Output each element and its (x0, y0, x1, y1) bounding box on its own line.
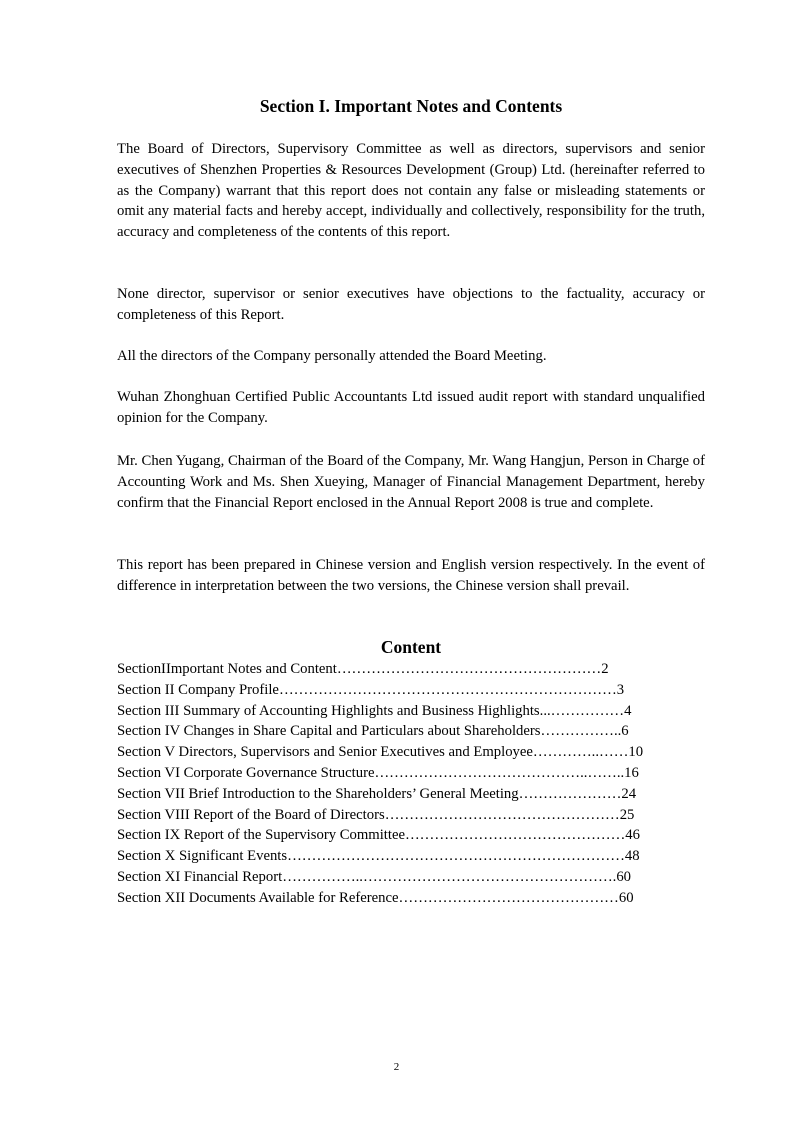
paragraph-audit-report: Wuhan Zhonghuan Certified Public Accountants Ltd issued audit report with standard unqualified opinion for the Company. (117, 389, 705, 426)
toc-item[interactable]: Section IX Report of the Supervisory Committee………………………………………46 (117, 827, 640, 844)
toc-item[interactable]: Section XII Documents Available for Reference………………………………………60 (117, 889, 634, 906)
section-title: Section I. Important Notes and Contents (259, 96, 563, 116)
toc-item[interactable]: SectionIImportant Notes and Content………………………………………………2 (117, 661, 609, 677)
toc-item[interactable]: Section VII Brief Introduction to the Shareholders’ General Meeting…………………24 (117, 785, 637, 802)
table-of-contents (117, 659, 717, 909)
toc-item[interactable]: Section XI Financial Report……………..…………………………………………….60 (117, 868, 632, 885)
toc-item[interactable]: Section IV Changes in Share Capital and Particulars about Shareholders……………..6 (117, 723, 629, 740)
toc-item[interactable]: Section III Summary of Accounting Highlights and Business Highlights...……………4 (117, 702, 632, 719)
paragraph-language-versions: This report has been prepared in Chinese version and English version respectively. In the event of difference in interpretation between the two versions, the Chinese version shall prevail. (117, 557, 705, 594)
paragraph-board-warranty: The Board of Directors, Supervisory Committee as well as directors, supervisors and senior executives of Shenzhen Properties & Resources Development (Group) Ltd. (hereinafter referred to as the Company) warrant that this report does not contain any false or misleading statements or omit any material facts and hereby accept, individually and collectively, responsibility for the truth, accuracy and completeness of the contents of this report. (117, 141, 705, 241)
toc-item[interactable]: Section V Directors, Supervisors and Senior Executives and Employee…………..……10 (117, 744, 644, 761)
toc-item[interactable]: Section VI Corporate Governance Structure……………………………………..……..16 (117, 764, 639, 781)
paragraph-no-objections: None director, supervisor or senior executives have objections to the factuality, accuracy or completeness of this Report. (117, 286, 705, 323)
toc-item[interactable]: Section X Significant Events……………………………………………………………48 (117, 848, 640, 865)
paragraph-attendance: All the directors of the Company personally attended the Board Meeting. (117, 348, 547, 364)
page-number: 2 (393, 1061, 400, 1073)
toc-item[interactable]: Section VIII Report of the Board of Directors…………………………………………25 (117, 806, 635, 823)
toc-item[interactable]: Section II Company Profile……………………………………………………………3 (117, 681, 625, 698)
content-title: Content (380, 637, 442, 657)
paragraph-financial-confirmation: Mr. Chen Yugang, Chairman of the Board of the Company, Mr. Wang Hangjun, Person in Charge of Accounting Work and Ms. Shen Xueying, Manager of Financial Management Department, hereby confirm that the Financial Report enclosed in the Annual Report 2008 is true and complete. (117, 453, 705, 511)
